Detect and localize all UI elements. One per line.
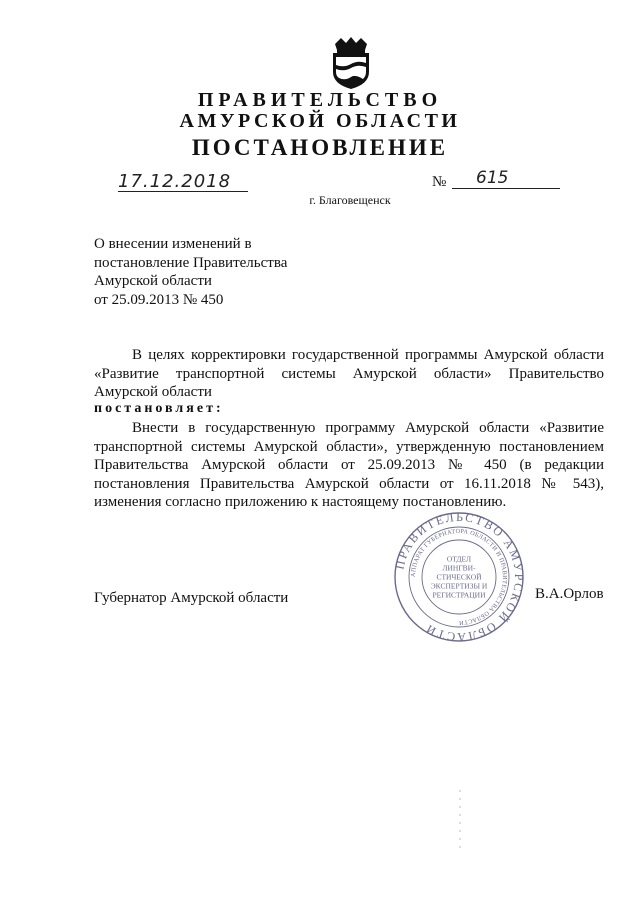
seal-center-line: РЕГИСТРАЦИИ (432, 590, 486, 600)
signatory-position: Губернатор Амурской области (94, 590, 289, 606)
clause-paragraph: Внести в государственную программу Амурской области «Развитие транспортной системы Амурской области», утвержденную постановлением Правительства Амурской области от 25.09.2013 № 450 (в редакции постановления Правительства Амурской области от 16.11.2018 № 543), изменения согласно приложению к настоящему постановлению. (94, 420, 604, 510)
signatory-name: В.А.Орлов (535, 586, 604, 602)
subject-line: Амурской области (94, 273, 212, 289)
seal-center-line: СТИЧЕСКОЙ (436, 572, 482, 582)
seal-center-line: ЭКСПЕРТИЗЫ И (430, 581, 488, 591)
svg-text:ПРАВИТЕЛЬСТВО АМУРСКОЙ ОБЛАСТИ: ПРАВИТЕЛЬСТВО АМУРСКОЙ ОБЛАСТИ (392, 510, 526, 644)
government-title-line2: АМУРСКОЙ ОБЛАСТИ (179, 110, 461, 132)
government-title-line1: ПРАВИТЕЛЬСТВО (197, 89, 443, 111)
document-date: 17.12.2018 (118, 172, 248, 192)
document-type-title: ПОСТАНОВЛЕНИЕ (191, 135, 449, 160)
seal-center-line: ЛИНГВИ- (442, 563, 476, 573)
subject-line: О внесении изменений в (94, 236, 252, 252)
official-seal (392, 510, 526, 644)
document-subject (94, 235, 287, 309)
coat-of-arms-emblem (329, 36, 373, 90)
svg-text:АППАРАТ ГУБЕРНАТОРА ОБЛАСТИ И: АППАРАТ ГУБЕРНАТОРА ОБЛАСТИ И ПРАВИТЕЛЬСТВА ОБЛАСТИ (409, 527, 509, 627)
number-label: № (432, 174, 447, 190)
subject-line: от 25.09.2013 № 450 (94, 291, 224, 308)
preamble-paragraph: В целях корректировки государственной программы Амурской области «Развитие транспортной системы Амурской области» Правительство Амурской области (94, 347, 604, 400)
document-number: 615 (452, 169, 560, 189)
city-line: г. Благовещенск (309, 193, 391, 207)
margin-mark (459, 790, 461, 850)
seal-center-line: ОТДЕЛ (446, 554, 472, 564)
subject-line: постановление Правительства (94, 254, 288, 271)
resolves-word: постановляет: (94, 401, 224, 416)
